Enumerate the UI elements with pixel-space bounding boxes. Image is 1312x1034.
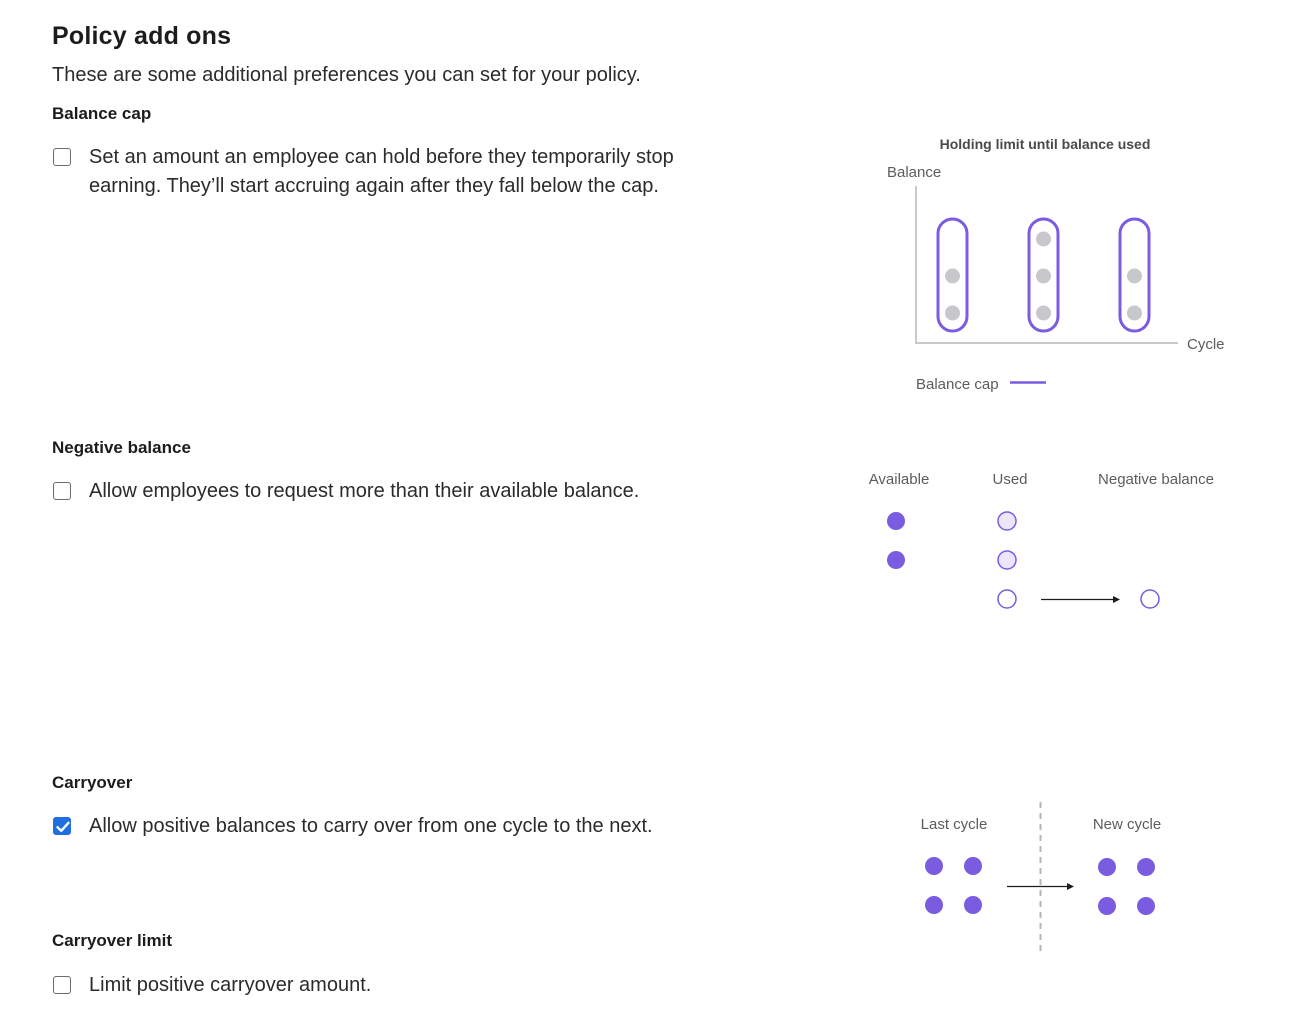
negative-balance-dot [1141, 590, 1159, 608]
page-title: Policy add ons [52, 22, 232, 50]
legend-balance-cap-label: Balance cap [916, 376, 999, 393]
available-column-label: Available [868, 471, 930, 488]
checkmark-icon [54, 818, 72, 836]
balance-cap-description-line1: Set an amount an employee can hold before they temporarily stop [89, 146, 674, 168]
new-cycle-dot [1137, 858, 1155, 876]
carryover-diagram [860, 798, 1260, 963]
last-cycle-label: Last cycle [920, 816, 988, 833]
last-cycle-dot [925, 857, 943, 875]
negative-balance-diagram [860, 462, 1260, 622]
balance-dot [1127, 269, 1142, 284]
last-cycle-dot [964, 857, 982, 875]
used-dot [998, 512, 1016, 530]
carryover-limit-heading: Carryover limit [52, 931, 172, 950]
new-cycle-label: New cycle [1092, 816, 1162, 833]
balance-dot [1036, 269, 1051, 284]
carryover-limit-checkbox[interactable] [53, 976, 71, 994]
new-cycle-dot [1098, 858, 1116, 876]
cycle-axis-label: Cycle [1187, 336, 1225, 353]
balance-dot [1036, 306, 1051, 321]
balance-cap-diagram [860, 128, 1260, 398]
last-cycle-dot [925, 896, 943, 914]
balance-dot [945, 269, 960, 284]
arrow-right-icon [1067, 883, 1074, 890]
carryover-description: Allow positive balances to carry over from one cycle to the next. [89, 815, 653, 837]
balance-cap-description-line2: earning. They’ll start accruing again after they fall below the cap. [89, 175, 659, 197]
negative-balance-description: Allow employees to request more than their available balance. [89, 480, 640, 502]
available-dot [887, 551, 905, 569]
used-dot [998, 551, 1016, 569]
carryover-heading: Carryover [52, 773, 133, 792]
balance-dot [1036, 232, 1051, 247]
used-column-label: Used [992, 471, 1028, 488]
last-cycle-dot [964, 896, 982, 914]
carryover-checkbox[interactable] [53, 817, 71, 835]
balance-cap-checkbox[interactable] [53, 148, 71, 166]
new-cycle-dot [1098, 897, 1116, 915]
balance-cap-description [89, 143, 769, 201]
available-dot [887, 512, 905, 530]
used-dot [998, 590, 1016, 608]
balance-dot [1127, 306, 1142, 321]
arrow-right-icon [1113, 596, 1120, 603]
carryover-limit-description: Limit positive carryover amount. [89, 974, 372, 996]
balance-cap-heading: Balance cap [52, 104, 152, 123]
negative-balance-checkbox[interactable] [53, 482, 71, 500]
balance-axis-label: Balance [887, 164, 942, 181]
negative-balance-heading: Negative balance [52, 438, 191, 457]
negative-balance-column-label: Negative balance [1098, 471, 1214, 488]
balance-cap-diagram-title: Holding limit until balance used [939, 136, 1151, 152]
balance-dot [945, 306, 960, 321]
new-cycle-dot [1137, 897, 1155, 915]
page-subtitle: These are some additional preferences you can set for your policy. [52, 64, 641, 86]
